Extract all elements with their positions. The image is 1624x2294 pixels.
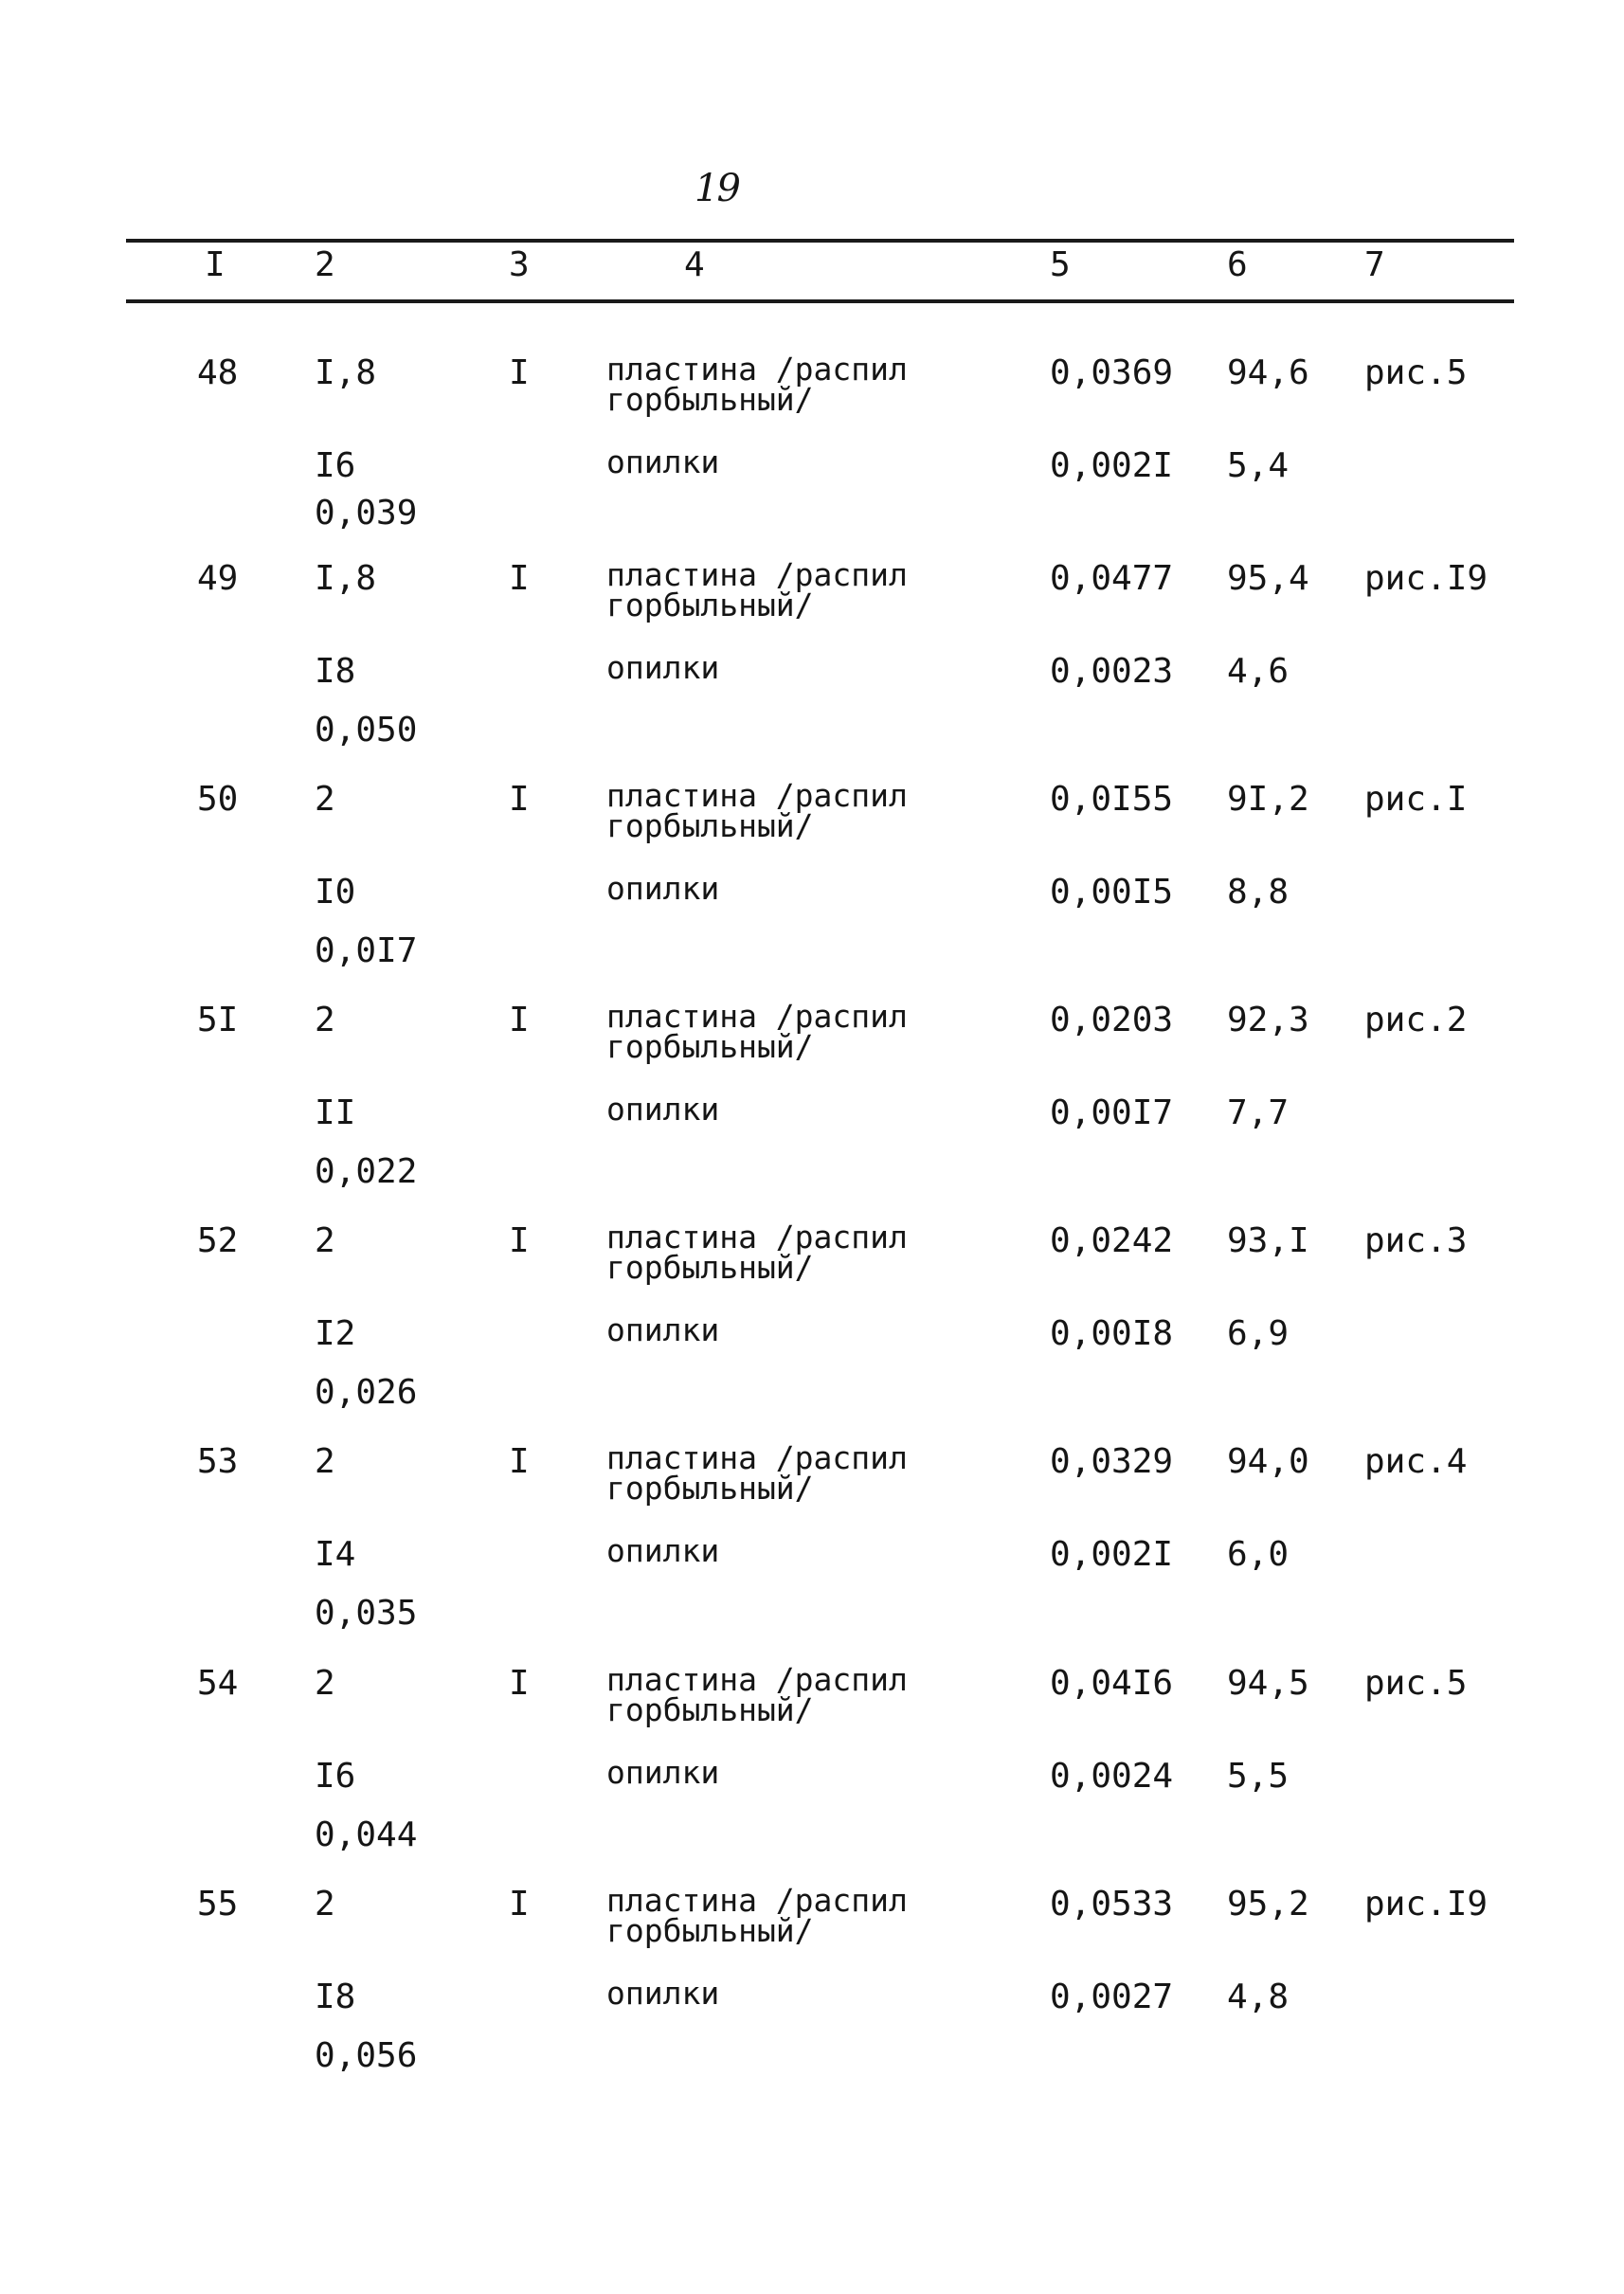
waste-volume: 0,00I7 [1050, 1093, 1174, 1132]
waste-percent: 6,9 [1227, 1314, 1290, 1353]
thickness-value: 2 [315, 1001, 335, 1039]
figure-reference: рис.I [1364, 780, 1468, 819]
waste-volume: 0,00I8 [1050, 1314, 1174, 1353]
table-row [0, 1661, 1624, 1883]
waste-name: опилки [606, 1975, 720, 2012]
product-percent: 94,0 [1227, 1442, 1309, 1481]
total-volume: 0,022 [315, 1152, 418, 1191]
row-number: 52 [197, 1221, 239, 1260]
column-header-7: 7 [1364, 245, 1385, 284]
column-header-6: 6 [1227, 245, 1248, 284]
product-name: пластина /распил горбыльный/ [606, 1439, 908, 1507]
table-top-rule [126, 239, 1514, 243]
table-row [0, 777, 1624, 999]
waste-percent: 5,4 [1227, 446, 1290, 485]
waste-percent: 7,7 [1227, 1093, 1290, 1132]
product-volume: 0,0533 [1050, 1885, 1174, 1924]
count-value: I8 [315, 652, 356, 691]
count-value: I6 [315, 1757, 356, 1796]
waste-volume: 0,00I5 [1050, 873, 1174, 912]
total-volume: 0,0I7 [315, 931, 418, 970]
column-header-5: 5 [1050, 245, 1071, 284]
waste-name: опилки [606, 870, 720, 907]
product-volume: 0,0I55 [1050, 780, 1174, 819]
pieces-value: I [509, 1664, 530, 1703]
waste-name: опилки [606, 1091, 720, 1128]
column-header-2: 2 [315, 245, 335, 284]
product-name: пластина /распил горбыльный/ [606, 777, 908, 844]
product-name: пластина /распил горбыльный/ [606, 556, 908, 623]
figure-reference: рис.3 [1364, 1221, 1468, 1260]
waste-name: опилки [606, 1311, 720, 1348]
count-value: I6 [315, 446, 356, 485]
figure-reference: рис.5 [1364, 353, 1468, 392]
table-row [0, 556, 1624, 778]
waste-percent: 6,0 [1227, 1535, 1290, 1574]
product-percent: 93,I [1227, 1221, 1309, 1260]
pieces-value: I [509, 1885, 530, 1924]
table-row [0, 1882, 1624, 2104]
row-number: 5I [197, 1001, 239, 1039]
total-volume: 0,035 [315, 1594, 418, 1633]
pieces-value: I [509, 780, 530, 819]
row-number: 54 [197, 1664, 239, 1703]
waste-volume: 0,0027 [1050, 1978, 1174, 2016]
product-percent: 95,2 [1227, 1885, 1309, 1924]
table-row [0, 1219, 1624, 1440]
pieces-value: I [509, 1001, 530, 1039]
total-volume: 0,039 [315, 494, 418, 533]
product-name: пластина /распил горбыльный/ [606, 351, 908, 418]
total-volume: 0,050 [315, 711, 418, 750]
thickness-value: 2 [315, 1442, 335, 1481]
thickness-value: 2 [315, 780, 335, 819]
figure-reference: рис.4 [1364, 1442, 1468, 1481]
row-number: 50 [197, 780, 239, 819]
product-volume: 0,0369 [1050, 353, 1174, 392]
product-percent: 95,4 [1227, 559, 1309, 598]
product-volume: 0,04I6 [1050, 1664, 1174, 1703]
product-volume: 0,0329 [1050, 1442, 1174, 1481]
count-value: I0 [315, 873, 356, 912]
pieces-value: I [509, 1442, 530, 1481]
waste-percent: 8,8 [1227, 873, 1290, 912]
waste-name: опилки [606, 443, 720, 480]
product-percent: 94,5 [1227, 1664, 1309, 1703]
page-number: 19 [695, 167, 739, 210]
row-number: 49 [197, 559, 239, 598]
row-number: 48 [197, 353, 239, 392]
waste-name: опилки [606, 649, 720, 686]
product-volume: 0,0477 [1050, 559, 1174, 598]
column-header-3: 3 [509, 245, 530, 284]
pieces-value: I [509, 353, 530, 392]
thickness-value: 2 [315, 1885, 335, 1924]
product-percent: 92,3 [1227, 1001, 1309, 1039]
count-value: I4 [315, 1535, 356, 1574]
thickness-value: 2 [315, 1664, 335, 1703]
pieces-value: I [509, 559, 530, 598]
table-row [0, 1439, 1624, 1661]
product-volume: 0,0203 [1050, 1001, 1174, 1039]
thickness-value: I,8 [315, 353, 377, 392]
pieces-value: I [509, 1221, 530, 1260]
total-volume: 0,056 [315, 2036, 418, 2075]
waste-name: опилки [606, 1532, 720, 1569]
product-name: пластина /распил горбыльный/ [606, 1882, 908, 1949]
row-number: 53 [197, 1442, 239, 1481]
product-volume: 0,0242 [1050, 1221, 1174, 1260]
product-name: пластина /распил горбыльный/ [606, 1661, 908, 1728]
figure-reference: рис.I9 [1364, 559, 1489, 598]
waste-percent: 5,5 [1227, 1757, 1290, 1796]
figure-reference: рис.5 [1364, 1664, 1468, 1703]
product-name: пластина /распил горбыльный/ [606, 1219, 908, 1286]
count-value: I2 [315, 1314, 356, 1353]
count-value: II [315, 1093, 356, 1132]
waste-volume: 0,0023 [1050, 652, 1174, 691]
column-header-1: I [205, 245, 226, 284]
thickness-value: I,8 [315, 559, 377, 598]
waste-volume: 0,002I [1050, 1535, 1174, 1574]
count-value: I8 [315, 1978, 356, 2016]
waste-volume: 0,002I [1050, 446, 1174, 485]
product-percent: 94,6 [1227, 353, 1309, 392]
table-bottom-rule [126, 299, 1514, 303]
column-header-4: 4 [684, 245, 705, 284]
waste-percent: 4,6 [1227, 652, 1290, 691]
waste-name: опилки [606, 1754, 720, 1791]
thickness-value: 2 [315, 1221, 335, 1260]
table-row [0, 351, 1624, 572]
total-volume: 0,044 [315, 1815, 418, 1854]
row-number: 55 [197, 1885, 239, 1924]
figure-reference: рис.2 [1364, 1001, 1468, 1039]
figure-reference: рис.I9 [1364, 1885, 1489, 1924]
table-row [0, 998, 1624, 1219]
waste-volume: 0,0024 [1050, 1757, 1174, 1796]
product-percent: 9I,2 [1227, 780, 1309, 819]
total-volume: 0,026 [315, 1373, 418, 1412]
product-name: пластина /распил горбыльный/ [606, 998, 908, 1065]
waste-percent: 4,8 [1227, 1978, 1290, 2016]
